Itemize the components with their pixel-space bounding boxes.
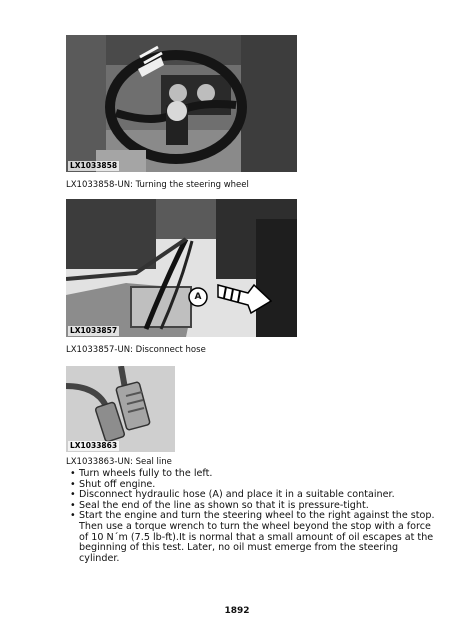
hose-photo (66, 199, 297, 337)
figure-label: LX1033863 (70, 441, 118, 450)
seal-line-photo (66, 366, 175, 452)
page-number: 1892 (224, 606, 250, 616)
figure-label: LX1033858 (70, 161, 118, 170)
figure-caption: LX1033863-UN: Seal line (66, 457, 172, 467)
figure-caption: LX1033858-UN: Turning the steering wheel (66, 180, 249, 190)
figure-caption: LX1033857-UN: Disconnect hose (66, 345, 206, 355)
callout-a-label: A (194, 292, 202, 302)
list-item: • Turn wheels fully to the left. (66, 469, 436, 480)
procedure-steps (66, 469, 436, 564)
list-item: • Shut off engine. (66, 480, 436, 491)
list-item: • Seal the end of the line as shown so that it is pressure-tight. (66, 501, 436, 512)
list-item: • Disconnect hydraulic hose (A) and place it in a suitable container. (66, 490, 436, 501)
figure-label: LX1033857 (70, 326, 118, 335)
list-item: • Start the engine and turn the steering wheel to the right against the stop. Then use a torque wrench to turn the wheel beyond the stop with a force of 10 N´m (7.5 lb-ft).It is normal that a small amount of oil escapes at the beginning of this test. Later, no oil must emerge from the steering cylinder. (66, 511, 436, 564)
steering-wheel-photo (66, 35, 297, 172)
